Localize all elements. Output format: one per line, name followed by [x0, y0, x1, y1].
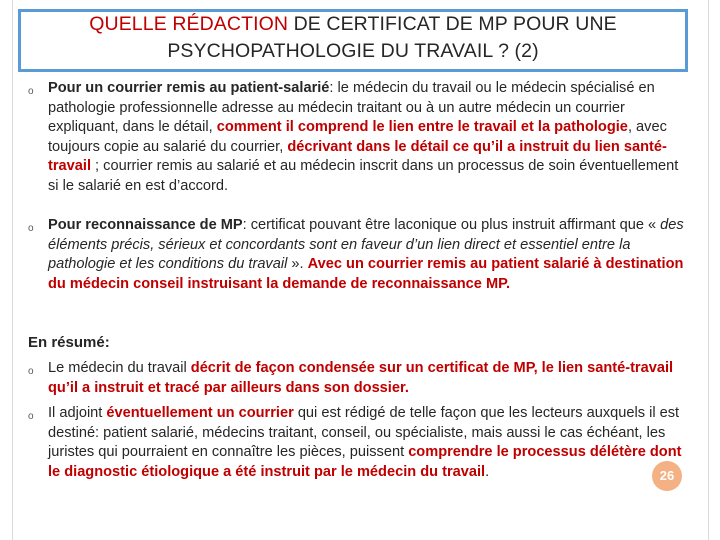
p4-text-2: qui est rédigé de telle façon que les lecteurs auxquels il est destiné: patient salarié, médecins traitant, conseil, ou spécialiste, mais aussi le cas échéant, les juristes qui pourraient en connaître les pièces, puissent [48, 405, 680, 460]
p4-emphasis-courrier: éventuellement un courrier [106, 405, 294, 421]
title-line1-rest: DE CERTIFICAT DE MP POUR UNE [288, 13, 617, 35]
p1-lead: Pour un courrier remis au patient-salarié [48, 80, 330, 96]
p4-emphasis-processus: comprendre le processus délétère dont le diagnostic étiologique a été instruit par le médecin du travail [48, 444, 682, 480]
p1-emphasis-detail: décrivant dans le détail ce qu’il a instruit du lien santé-travail [48, 138, 667, 174]
title-highlight: QUELLE RÉDACTION [89, 13, 289, 35]
paragraph-courrier-patient [48, 79, 688, 196]
bullet-marker: o [28, 411, 34, 422]
p3-emphasis: décrit de façon condensée sur un certificat de MP, le lien santé-travail qu’il a instruit et tracé par ailleurs dans son dossier. [48, 360, 674, 396]
p1-emphasis-lien: comment il comprend le lien entre le travail et la pathologie [216, 119, 628, 135]
paragraph-certificat [48, 359, 688, 398]
bullet-marker: o [28, 366, 34, 377]
p2-text: : certificat pouvant être laconique ou plus instruit affirmant que « [242, 217, 661, 233]
left-border-rule [12, 0, 13, 540]
p1-text-3: ; courrier remis au salarié et au médecin inscrit dans un processus de soin éventuellement si le salarié en est d’accord. [48, 158, 679, 194]
p2-quote: des éléments précis, sérieux et concordants sont en faveur d’un lien direct et essentiel entre la pathologie et les conditions du travail [48, 217, 684, 272]
paragraph-reconnaissance-mp [48, 216, 688, 294]
p2-text-2: ». [287, 256, 308, 272]
page-title [18, 11, 688, 65]
bullet-marker: o [28, 86, 34, 97]
right-border-rule [708, 0, 709, 540]
title-line2: PSYCHOPATHOLOGIE DU TRAVAIL ? (2) [167, 40, 539, 62]
p2-emphasis: Avec un courrier remis au patient salarié à destination du médecin conseil instruisant la demande de reconnaissance MP. [48, 256, 684, 292]
slide-number-badge: 26 [652, 461, 682, 491]
p1-text: : le médecin du travail ou le médecin spécialisé en pathologie professionnelle adresse au médecin traitant ou à un autre médecin un courrier expliquant, dans le détail, [48, 80, 655, 135]
p2-lead: Pour reconnaissance de MP [48, 217, 243, 233]
p1-text-2: , avec toujours copie au salarié du courrier, [48, 119, 667, 155]
bullet-marker: o [28, 223, 34, 234]
paragraph-courrier-adjoint [48, 404, 688, 482]
summary-heading: En résumé: [28, 334, 110, 351]
p3-text: Le médecin du travail [48, 360, 191, 376]
p4-text: Il adjoint [48, 405, 107, 421]
p4-text-3: . [485, 463, 490, 480]
